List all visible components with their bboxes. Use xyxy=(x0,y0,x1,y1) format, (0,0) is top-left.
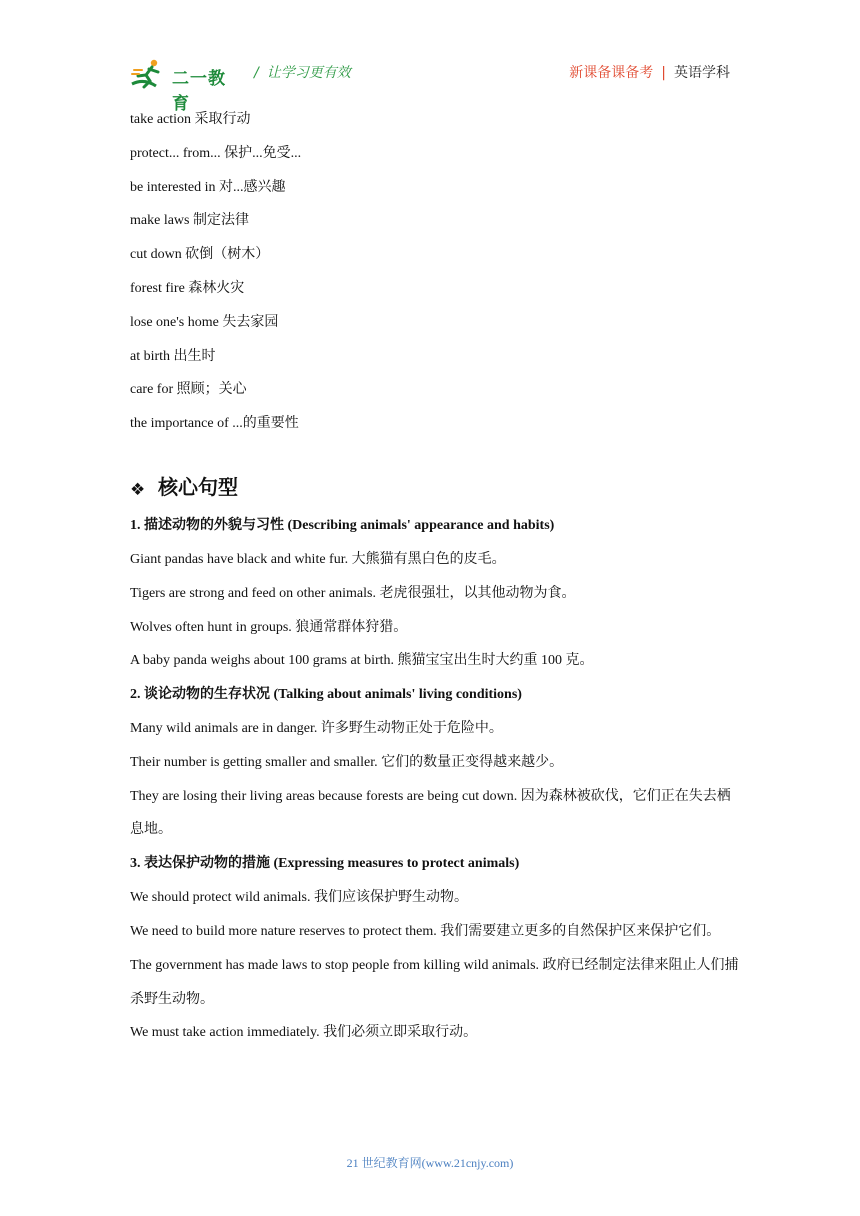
phrase-item: make laws 制定法律 xyxy=(130,213,249,229)
sentence: Their number is getting smaller and smaller. 它们的数量正变得越来越少。 xyxy=(130,754,564,770)
page-header xyxy=(130,52,730,114)
sentence-group-1 xyxy=(130,516,740,671)
section-heading xyxy=(130,472,740,502)
group-heading: 3. 表达保护动物的措施 (Expressing measures to protect animals) xyxy=(130,856,520,872)
document-body xyxy=(130,110,740,1057)
sentence: A baby panda weighs about 100 grams at birth. 熊猫宝宝出生时大约重 100 克。 xyxy=(130,653,594,669)
diamond-bullet-icon: ❖ xyxy=(130,480,146,501)
section-title: 核心句型 xyxy=(158,475,238,500)
phrase-item: care for 照顾；关心 xyxy=(130,382,247,398)
slogan-slash: / xyxy=(254,65,259,81)
sentence: We must take action immediately. 我们必须立即采取行动。 xyxy=(130,1025,478,1041)
header-subject xyxy=(569,62,730,82)
phrase-item: forest fire 森林火灾 xyxy=(130,280,245,296)
page-footer: 21 世纪教育网(www.21cnjy.com) xyxy=(346,1156,514,1170)
sentence: Giant pandas have black and white fur. 大熊猫有黑白色的皮毛。 xyxy=(130,551,506,567)
logo-text: 二一教育 xyxy=(172,69,226,114)
header-course-label: 新课备课备考 xyxy=(569,65,654,81)
group-heading: 2. 谈论动物的生存状况 (Talking about animals' living conditions) xyxy=(130,687,522,703)
sentence: Tigers are strong and feed on other animals. 老虎很强壮，以其他动物为食。 xyxy=(130,585,576,601)
phrase-list xyxy=(130,110,740,434)
phrase-item: lose one's home 失去家园 xyxy=(130,314,279,330)
sentence: They are losing their living areas because forests are being cut down. 因为森林被砍伐，它们正在失去栖息地。 xyxy=(130,788,731,838)
phrase-item: the importance of ...的重要性 xyxy=(130,416,299,432)
sentence-group-2 xyxy=(130,685,740,847)
brand-logo xyxy=(130,58,240,114)
phrase-item: cut down 砍倒（树木） xyxy=(130,247,270,263)
slogan-text: 让学习更有效 xyxy=(266,65,351,81)
phrase-item: at birth 出生时 xyxy=(130,348,216,364)
header-separator: | xyxy=(661,65,666,81)
runner-icon xyxy=(130,58,170,90)
sentence: Wolves often hunt in groups. 狼通常群体狩猎。 xyxy=(130,619,408,635)
header-subject-label: 英语学科 xyxy=(674,65,730,81)
phrase-item: be interested in 对...感兴趣 xyxy=(130,179,286,195)
phrase-item: take action 采取行动 xyxy=(130,112,251,127)
sentence: We need to build more nature reserves to protect them. 我们需要建立更多的自然保护区来保护它们。 xyxy=(130,923,721,939)
phrase-item: protect... from... 保护...免受... xyxy=(130,145,302,161)
group-heading: 1. 描述动物的外貌与习性 (Describing animals' appearance and habits) xyxy=(130,518,555,534)
sentence: Many wild animals are in danger. 许多野生动物正处于危险中。 xyxy=(130,720,503,736)
sentence: We should protect wild animals. 我们应该保护野生动物。 xyxy=(130,889,468,905)
slogan xyxy=(254,62,351,82)
sentence: The government has made laws to stop people from killing wild animals. 政府已经制定法律来阻止人们捕杀野生动物。 xyxy=(130,957,739,1007)
sentence-group-3 xyxy=(130,854,740,1043)
